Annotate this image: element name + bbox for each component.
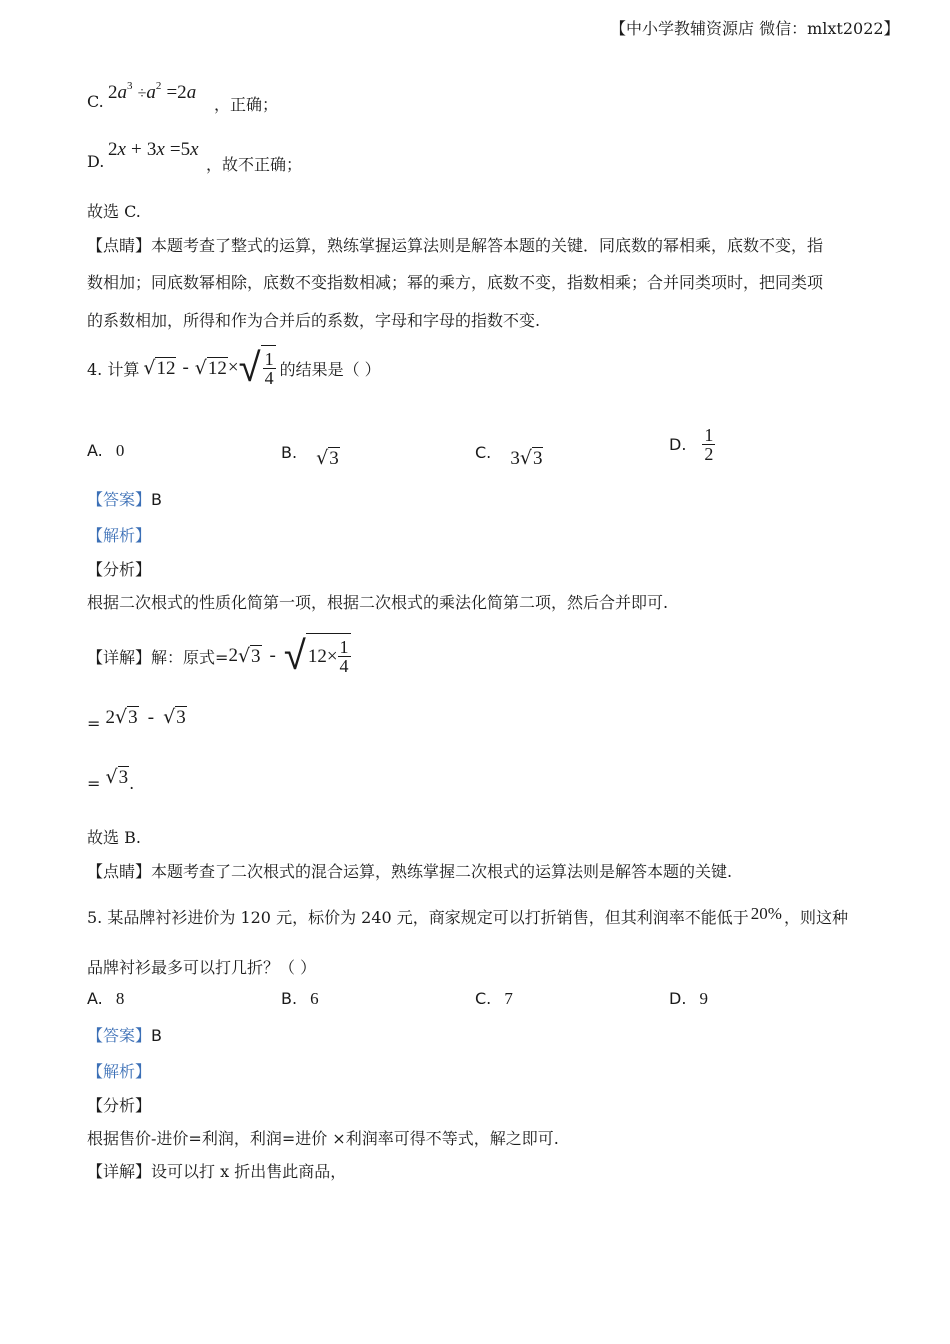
q4-option-c[interactable]: C. 3√3 <box>475 443 543 469</box>
q4-step-3: = √3. <box>87 766 135 793</box>
q3-note-line-2: 数相加；同底数幂相除，底数不变指数相减；幂的乘方，底数不变，指数相乘；合并同类项时，把同类项 <box>87 273 824 292</box>
header-watermark: 【中小学教辅资源店 微信：mlxt2022】 <box>610 19 900 38</box>
q5-fenxi: 根据售价-进价=利润，利润=进价 ×利润率可得不等式，解之即可. <box>87 1129 559 1148</box>
q4-analysis-tag: 【解析】 <box>87 526 152 545</box>
q5-option-d[interactable]: D. 9 <box>669 989 708 1008</box>
q4-detail: 【详解】 解：原式= 2 √3 - √ 12 × $\frac{1}{4}$ <box>87 633 349 679</box>
q3-conclusion: 故选 C. <box>87 202 141 221</box>
q5-stem-line-2: 品牌衬衫最多可以打几折？（ ） <box>87 958 317 977</box>
q4-fenxi: 根据二次根式的性质化简第一项，根据二次根式的乘法化简第二项，然后合并即可. <box>87 593 669 612</box>
sqrt-12: √12 <box>194 356 227 379</box>
q3-option-c-comment: ，正确； <box>214 95 279 114</box>
q3-option-c-expression: $2a^3 \div a^2 =2a$ <box>108 80 197 103</box>
q4-step-2: = 2√3 - √3 <box>87 706 186 733</box>
q4-stem: 4. 计算 √12 - √12 × √ $\frac{1}{4}$ 的结果是（ ） <box>87 345 381 391</box>
q4-option-b[interactable]: B. √3 <box>281 443 339 469</box>
q3-option-d-expression: 2x + 3x =5x <box>108 139 199 160</box>
q4-option-a[interactable]: A. 0 <box>87 441 125 460</box>
q5-detail: 【详解】设可以打 x 折出售此商品， <box>87 1162 347 1181</box>
q3-option-d-label: D. <box>87 152 105 171</box>
q5-option-b[interactable]: B. 6 <box>281 989 319 1008</box>
q3-option-c <box>87 92 104 111</box>
note-tag: 【点睛】 <box>87 236 152 255</box>
q3-note-line-1: 【点睛】本题考查了整式的运算，熟练掌握运算法则是解答本题的关键．同底数的幂相乘，底数不变，指 <box>87 236 824 255</box>
q5-analysis-tag: 【解析】 <box>87 1062 152 1081</box>
q3-note-line-3: 的系数相加，所得和作为合并后的系数，字母和字母的指数不变. <box>87 311 541 330</box>
q5-option-c[interactable]: C. 7 <box>475 989 513 1008</box>
option-label: C. <box>87 92 104 111</box>
sqrt-12: √12 <box>143 356 176 379</box>
q4-conclusion: 故选 B. <box>87 828 141 847</box>
sqrt-fraction: √ $\frac{1}{4}$ <box>238 345 274 391</box>
q4-answer: 【答案】B <box>87 490 162 509</box>
q5-fenxi-tag: 【分析】 <box>87 1096 152 1115</box>
q4-fenxi-tag: 【分析】 <box>87 560 152 579</box>
q4-option-d[interactable]: D. $\frac{1}{2}$ <box>669 425 714 464</box>
q4-note: 【点睛】本题考查了二次根式的混合运算，熟练掌握二次根式的运算法则是解答本题的关键. <box>87 862 733 881</box>
q5-option-a[interactable]: A. 8 <box>87 989 125 1008</box>
q5-answer: 【答案】B <box>87 1026 162 1045</box>
q5-stem-line-1: 5. 某品牌衬衫进价为 120 元，标价为 240 元，商家规定可以打折销售，但其利润率不能低于 20% ，则这种 <box>87 904 848 927</box>
sqrt-product: √ 12 × $\frac{1}{4}$ <box>283 633 349 679</box>
q3-option-d-comment: ，故不正确； <box>206 155 303 174</box>
